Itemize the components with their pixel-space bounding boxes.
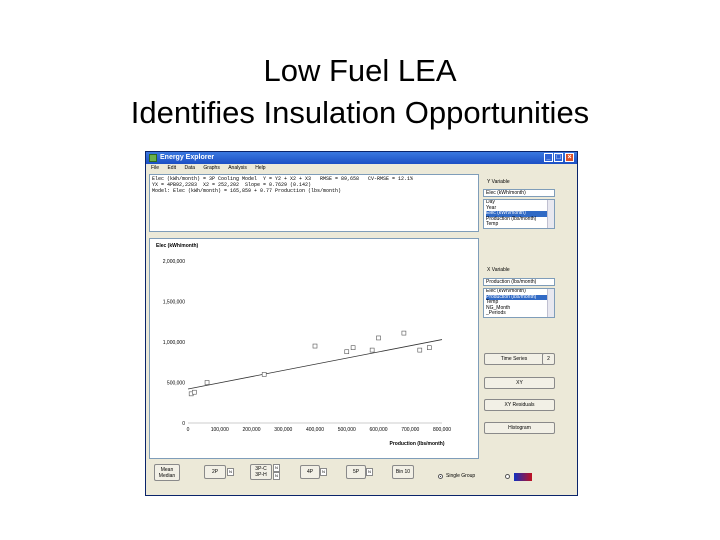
data-point [377,336,381,340]
x-tick-label: 0 [186,427,190,433]
model-2p-button[interactable]: 2P [204,465,226,479]
list-item[interactable]: Elec (kWh/month) [486,288,526,294]
data-point [402,331,406,335]
time-series-button[interactable]: Time Series [484,353,544,365]
button-label: Mean [160,467,174,473]
data-point [418,348,422,352]
model-3p-button[interactable] [250,464,272,480]
maximize-icon[interactable]: □ [554,153,563,162]
y-tick-label: 2,000,000 [162,259,185,265]
list-item[interactable]: Day [486,199,495,205]
list-item-selected[interactable]: Production (lbs/month) [486,295,554,301]
model-4p-n-toggle[interactable]: N [320,468,327,476]
menu-graphs[interactable]: Graphs [203,165,220,171]
model-info-textbox[interactable] [149,174,479,232]
button-label: 3P-H [255,472,267,478]
x-tick-label: 300,000 [274,427,293,433]
scatter-chart [150,239,478,458]
y-tick-label: 500,000 [166,380,185,387]
single-group-label: Single Group [446,473,476,479]
list-item[interactable]: _Periods [486,310,506,316]
list-item-selected[interactable]: Elec (kWh/month) [486,211,554,217]
x-tick-label: 500,000 [337,427,356,433]
close-icon[interactable]: × [565,153,574,162]
data-point [351,346,355,350]
y-tick-label: 0 [182,421,185,427]
window-titlebar[interactable] [146,152,577,164]
menu-help[interactable]: Help [255,165,266,171]
info-line: YX = 4PB92,2283 X2 = 252,202 Slope = 0.7629 (0.142) [152,182,312,188]
x-tick-label: 800,000 [432,427,452,433]
model-3pc-n-toggle[interactable]: N [273,464,280,472]
scrollbar[interactable] [547,200,554,228]
button-label: Median [158,473,176,479]
x-tick-label: 100,000 [210,427,229,433]
data-point [192,390,196,394]
list-item[interactable]: NG_Month [486,304,511,311]
menu-analysis[interactable]: Analysis [228,165,247,171]
y-tick-label: 1,000,000 [162,340,185,346]
data-point [345,350,349,354]
info-line: Elec (kWh/month) = 3P Cooling Model Y = Y2 + X2 + X3 RMSE = 89,658 CV-RMSE = 12.1% [152,176,414,182]
button-label: 3P-C [255,466,267,472]
data-point [262,372,266,376]
data-point [205,381,209,385]
list-item[interactable]: Year [486,204,497,211]
window-title: Energy Explorer [160,154,215,161]
model-5p-button[interactable]: 5P [346,465,366,479]
model-2p-n-toggle[interactable]: N [227,468,234,476]
slide-title-line2: Identifies Insulation Opportunities [130,95,590,130]
menu-edit[interactable]: Edit [167,165,177,171]
x-tick-label: 600,000 [369,427,388,433]
color-legend-swatch [514,473,532,481]
slide-title-line1: Low Fuel LEA [263,53,457,88]
scatter-plot-panel [149,238,479,459]
mean-median-button[interactable] [154,464,180,481]
scrollbar[interactable] [547,289,554,317]
y-variable-list[interactable] [483,199,555,229]
list-item[interactable]: Temp [486,299,499,305]
data-point [427,346,431,350]
list-item[interactable]: Temp [486,221,499,227]
energy-explorer-window [145,151,578,496]
menu-data[interactable]: Data [184,165,196,171]
app-icon [149,154,157,162]
histogram-button[interactable]: Histogram [484,422,555,434]
x-tick-label: 200,000 [242,427,261,433]
single-group-radio[interactable] [438,474,443,479]
bin-button[interactable]: Bin 10 [392,465,414,479]
x-axis-label: Production (lbs/month) [389,441,445,447]
data-point [370,348,374,352]
minimize-icon[interactable]: _ [544,153,553,162]
y-axis-label: Elec (kWh/month) [156,243,199,249]
y-variable-field[interactable]: Elec (kWh/month) [483,189,555,197]
y-variable-label: Y Variable [487,179,510,185]
model-5p-n-toggle[interactable]: N [366,468,373,476]
list-item[interactable]: Production (lbs/month) [486,215,537,222]
x-variable-label: X Variable [487,267,510,273]
x-variable-field[interactable]: Production (lbs/month) [483,278,555,286]
menu-file[interactable]: File [151,165,160,171]
model-4p-button[interactable]: 4P [300,465,320,479]
data-point [313,344,317,348]
y-tick-label: 1,500,000 [162,299,185,306]
x-variable-list[interactable] [483,288,555,318]
xy-residuals-button[interactable]: XY Residuals [484,399,555,411]
x-tick-label: 400,000 [305,427,325,433]
group-radio[interactable] [505,474,510,479]
info-line: Model: Elec (kWh/month) = 165,859 + 0.77 Production (lbs/month) [152,188,342,194]
x-tick-label: 700,000 [401,427,420,433]
xy-button[interactable]: XY [484,377,555,389]
time-series-count[interactable]: 2 [542,353,555,365]
menu-bar [146,164,577,173]
model-3ph-n-toggle[interactable]: N [273,472,280,480]
